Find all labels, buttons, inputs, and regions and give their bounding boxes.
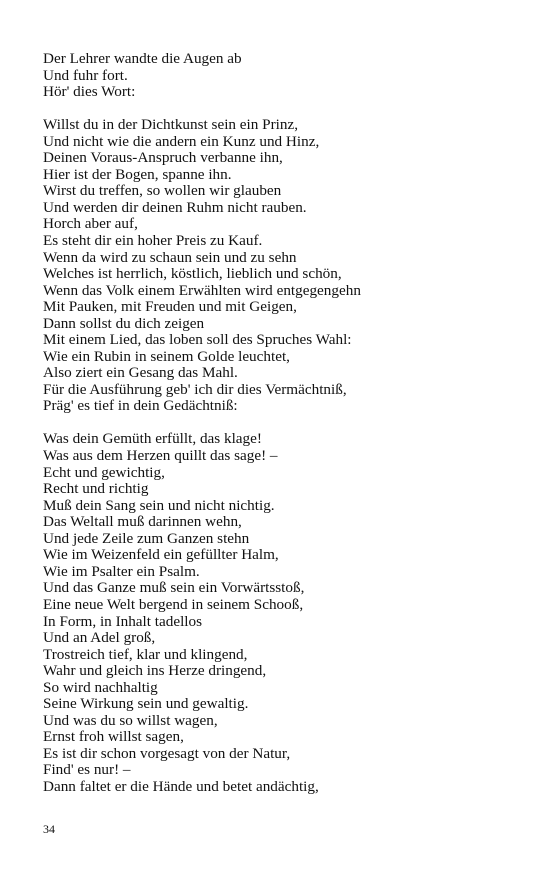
poem-line: Der Lehrer wandte die Augen ab (43, 50, 242, 67)
poem-line: Wirst du treffen, so wollen wir glauben (43, 182, 282, 200)
poem-line: Mit Pauken, mit Freuden und mit Geigen, (43, 298, 297, 316)
poem-line: Wie im Psalter ein Psalm. (43, 562, 200, 580)
poem-line: Und das Ganze muß sein ein Vorwärtsstoß, (43, 579, 305, 597)
poem-line: Und an Adel groß, (43, 629, 156, 647)
page-number: 34 (43, 822, 55, 836)
poem-body (43, 51, 513, 812)
poem-line: Ernst froh willst sagen, (43, 728, 184, 746)
poem-line: Horch aber auf, (43, 215, 138, 233)
poem-line: Und jede Zeile zum Ganzen stehn (43, 529, 250, 547)
poem-line: So wird nachhaltig (43, 678, 158, 696)
poem-line: Seine Wirkung sein und gewaltig. (43, 695, 249, 713)
poem-line: Wenn das Volk einem Erwählten wird entgegengehn (43, 281, 361, 299)
stanza-1 (43, 51, 513, 101)
poem-line: Find' es nur! – (43, 761, 131, 779)
poem-line: Wenn da wird zu schaun sein und zu sehn (43, 248, 297, 266)
poem-line: Und was du so willst wagen, (43, 711, 218, 729)
poem-line: Welches ist herrlich, köstlich, lieblich und schön, (43, 265, 342, 283)
poem-line: Und nicht wie die andern ein Kunz und Hinz, (43, 132, 320, 150)
poem-line: Dann sollst du dich zeigen (43, 314, 205, 332)
poem-line: Also ziert ein Gesang das Mahl. (43, 364, 238, 382)
poem-line: Was dein Gemüth erfüllt, das klage! (43, 430, 262, 448)
poem-line: Präg' es tief in dein Gedächtniß: (43, 397, 238, 415)
poem-line: Muß dein Sang sein und nicht nichtig. (43, 496, 275, 514)
poem-line: Wahr und gleich ins Herze dringend, (43, 662, 267, 680)
poem-line: Echt und gewichtig, (43, 463, 165, 481)
poem-line: Wie ein Rubin in seinem Golde leuchtet, (43, 347, 290, 365)
poem-line: Willst du in der Dichtkunst sein ein Prinz, (43, 116, 299, 134)
poem-line: Das Weltall muß darinnen wehn, (43, 513, 242, 531)
poem-line: Wie im Weizenfeld ein gefüllter Halm, (43, 546, 279, 564)
poem-line: In Form, in Inhalt tadellos (43, 612, 203, 630)
poem-line: Mit einem Lied, das loben soll des Spruches Wahl: (43, 331, 352, 349)
poem-line: Hör' dies Wort: (43, 83, 136, 101)
poem-line: Es ist dir schon vorgesagt von der Natur, (43, 744, 291, 762)
poem-line: Dann faltet er die Hände und betet andächtig, (43, 777, 319, 795)
poem-line: Für die Ausführung geb' ich dir dies Vermächtniß, (43, 380, 347, 398)
poem-line: Und fuhr fort. (43, 66, 128, 84)
poem-line: Eine neue Welt bergend in seinem Schooß, (43, 595, 304, 613)
poem-line: Deinen Voraus-Anspruch verbanne ihn, (43, 149, 283, 167)
poem-line: Trostreich tief, klar und klingend, (43, 645, 248, 663)
poem-line: Was aus dem Herzen quillt das sage! – (43, 447, 278, 465)
stanza-3 (43, 431, 513, 795)
poem-line: Hier ist der Bogen, spanne ihn. (43, 165, 232, 183)
poem-line: Und werden dir deinen Ruhm nicht rauben. (43, 198, 307, 216)
poem-line: Recht und richtig (43, 480, 149, 498)
stanza-2 (43, 117, 513, 415)
poem-line: Es steht dir ein hoher Preis zu Kauf. (43, 231, 263, 249)
